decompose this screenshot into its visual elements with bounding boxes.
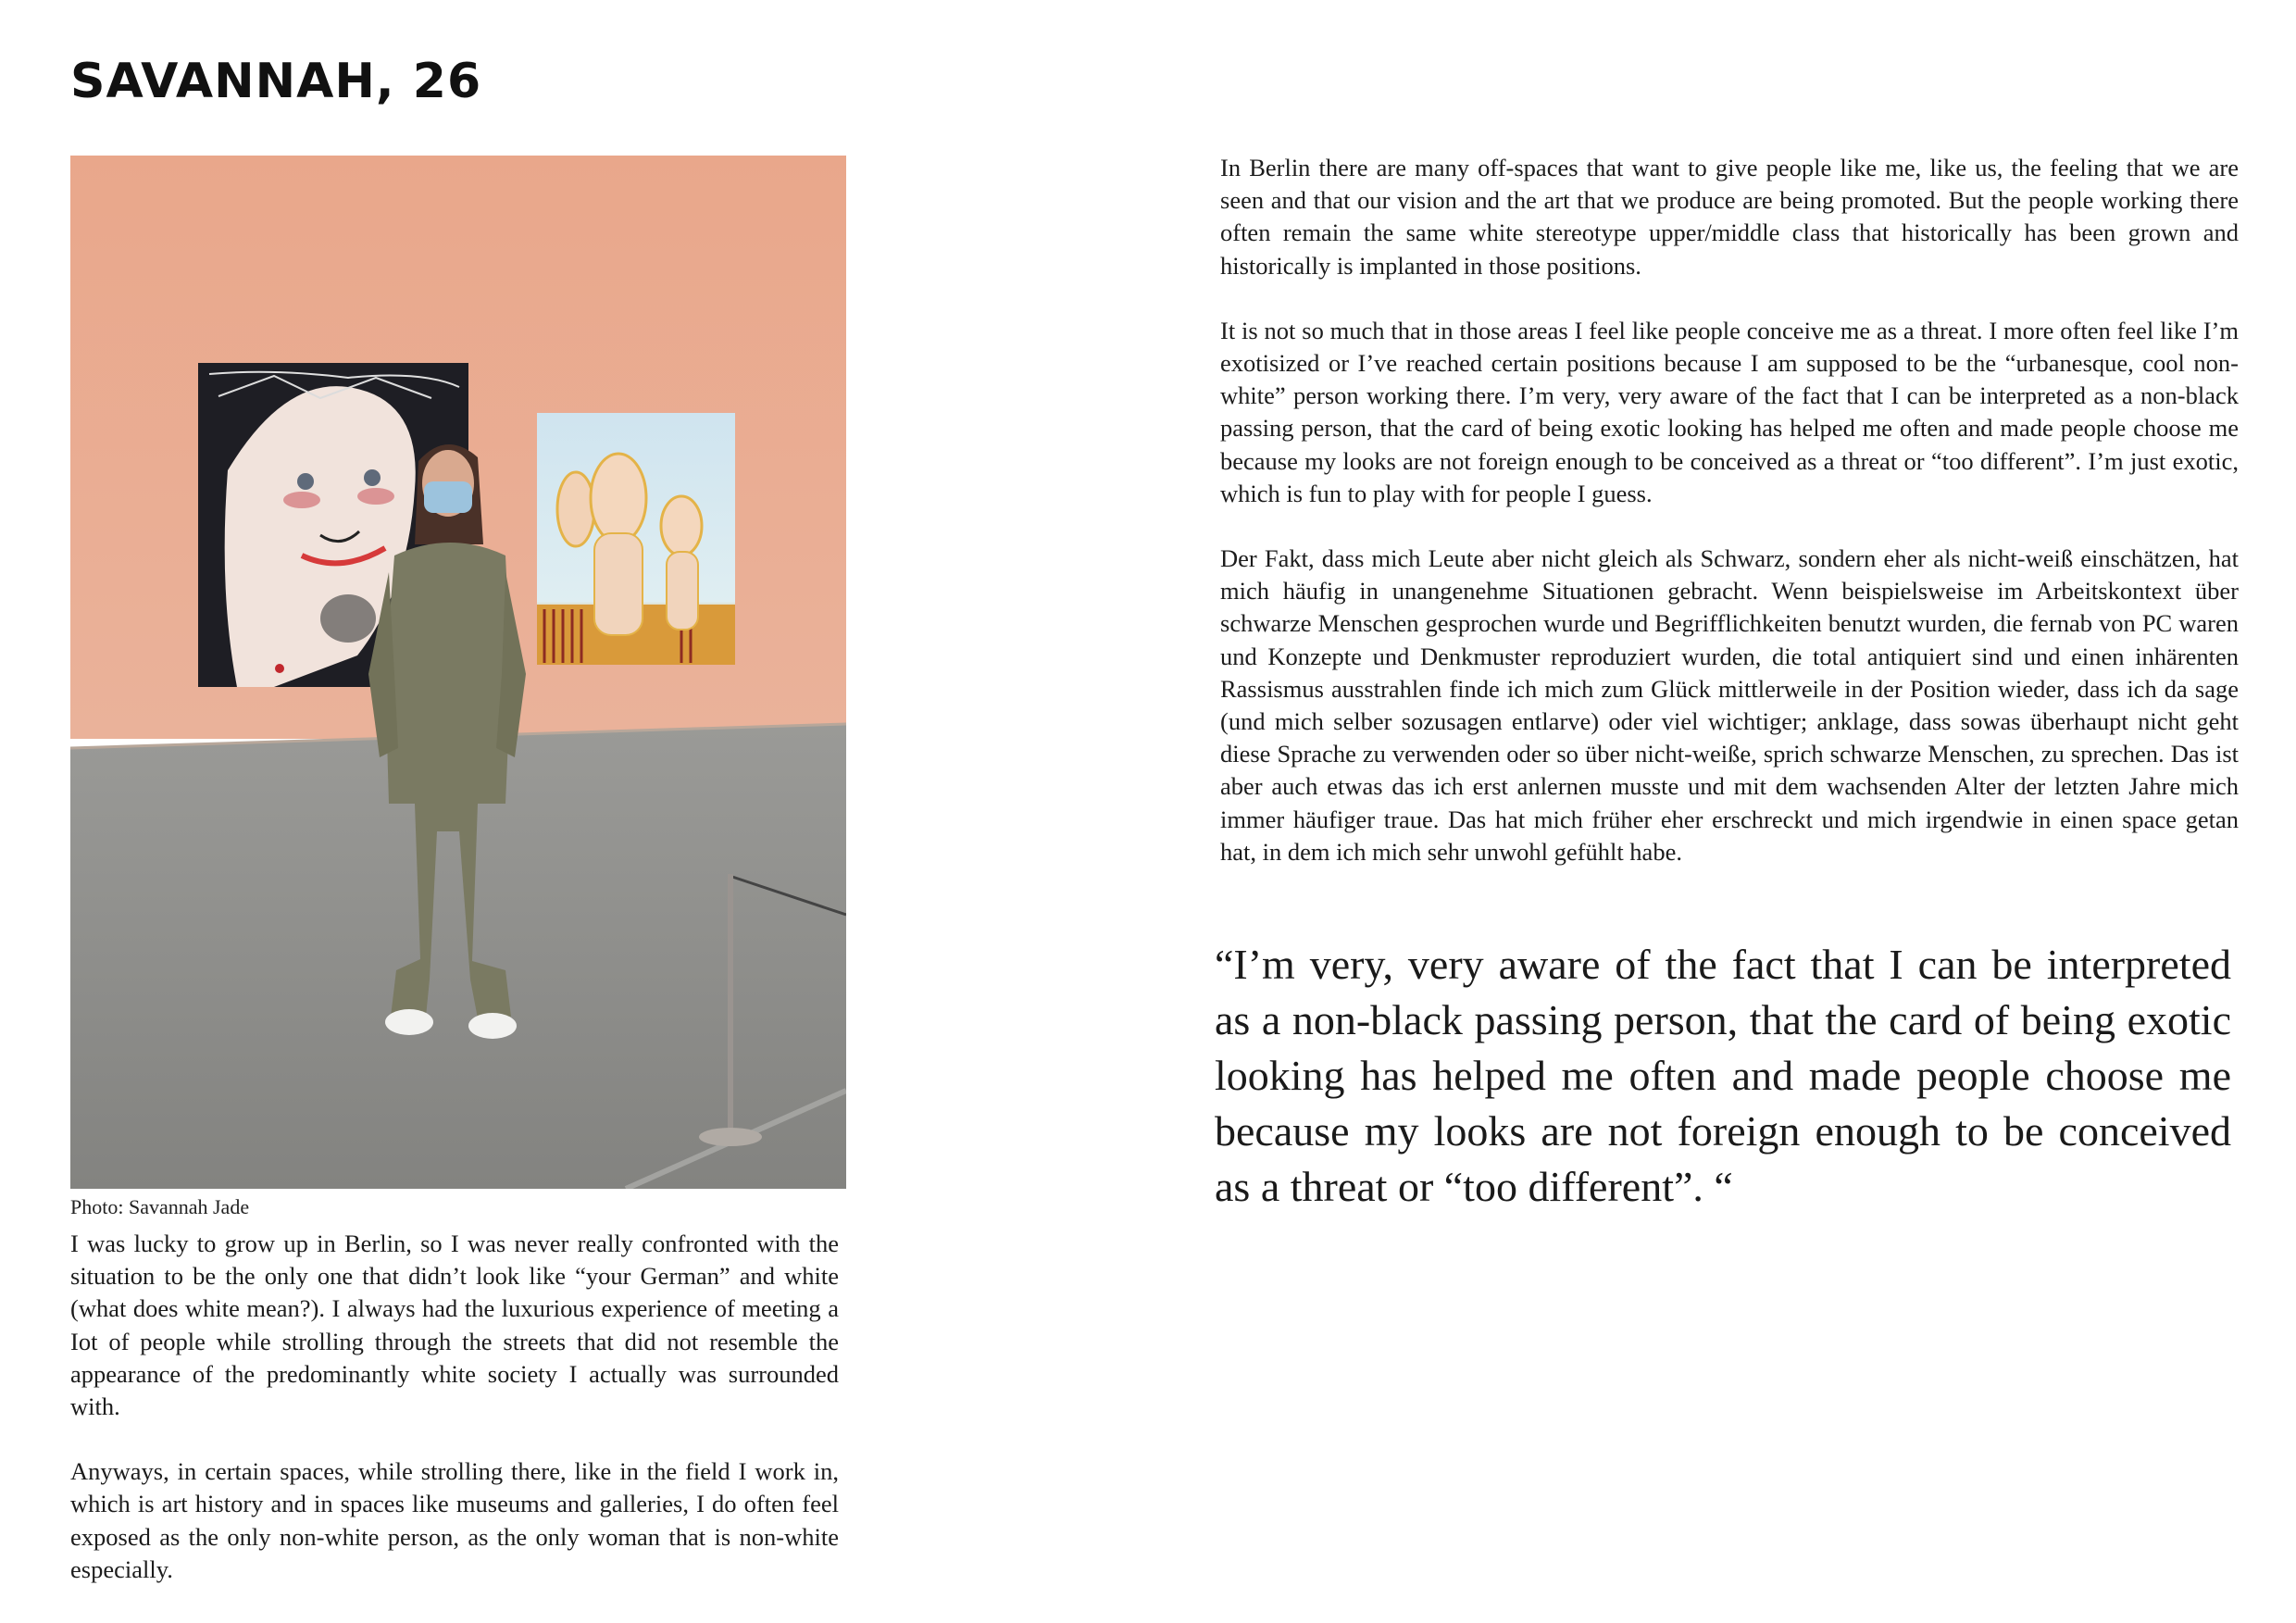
- paragraph: In Berlin there are many off-spaces that want to give people like me, like us, the feeling that we are seen and that our vision and the art that we produce are being promoted. But the people working there often remain the same white stereotype upper/middle class that historically has been grown and historically is implanted in those positions.: [1220, 154, 2239, 280]
- photo-caption: Photo: Savannah Jade: [70, 1195, 250, 1218]
- painting-figures: [537, 413, 735, 665]
- left-column-text: [70, 1228, 839, 1618]
- paragraph: I was lucky to grow up in Berlin, so I was never really confronted with the situation to be the only one that didn’t look like “your German” and white (what does white mean?). I always had the luxurious experience of meeting a Iot of people while strolling through the streets that did not resemble the appearance of the predominantly white society I actually was surrounded with.: [70, 1230, 839, 1421]
- paragraph: It is not so much that in those areas I feel like people conceive me as a threat. I more often feel like I’m exotisized or I’ve reached certain positions because I am supposed to be the “urbanesque, cool non-white” person working there. I’m very, very aware of the fact that I can be interpreted as a non-black passing person, that the card of being exotic looking has helped me often and made people choose me because my looks are not foreign enough to be conceived as a threat or “too different”. I’m just exotic, which is fun to play with for people I guess.: [1220, 316, 2239, 507]
- photo-illustration: [70, 156, 846, 1189]
- pull-quote: “I’m very, very aware of the fact that I can be interpreted as a non-black passing person, that the card of being exotic looking has helped me often and made people choose me because my looks are not foreign enough to be conceived as a threat or “too different”. “: [1215, 941, 2231, 1210]
- right-column-text: [1220, 152, 2239, 901]
- portrait-photo: [70, 156, 846, 1189]
- paragraph: Der Fakt, dass mich Leute aber nicht gleich als Schwarz, sondern eher als nicht-weiß einschätzen, hat mich häufig in unangenehme Situationen gebracht. Wenn beispielsweise im Arbeitskontext über schwarze Menschen gesprochen wurde und Begrifflichkeiten benutzt wurden, die fernab von PC waren und Konzepte und Denkmuster reproduziert wurden, die total antiquiert sind und einen inhärenten Rassismus ausstrahlen finde ich mich zum Glück mittlerweile in der Position wieder, dass ich da sage (und mich selber sozusagen entlarve) oder viel wichtiger; anklage, dass sowas überhaupt nicht geht diese Sprache zu verwenden oder so über nicht-weiße, sprich schwarze Menschen, zu sprechen. Das ist aber auch etwas das ich erst anlernen musste und mit dem wachsenden Alter der letzten Jahre mich immer häufiger traue. Das hat mich früher eher erschreckt und mich irgendwie in einen space getan hat, in dem ich mich sehr unwohl gefühlt habe.: [1220, 544, 2239, 866]
- page-title: SAVANNAH, 26: [70, 54, 482, 109]
- paragraph: Anyways, in certain spaces, while strolling there, like in the field I work in, which is art history and in spaces like museums and galleries, I do often feel exposed as the only non-white person, as the only woman that is non-white especially.: [70, 1457, 839, 1583]
